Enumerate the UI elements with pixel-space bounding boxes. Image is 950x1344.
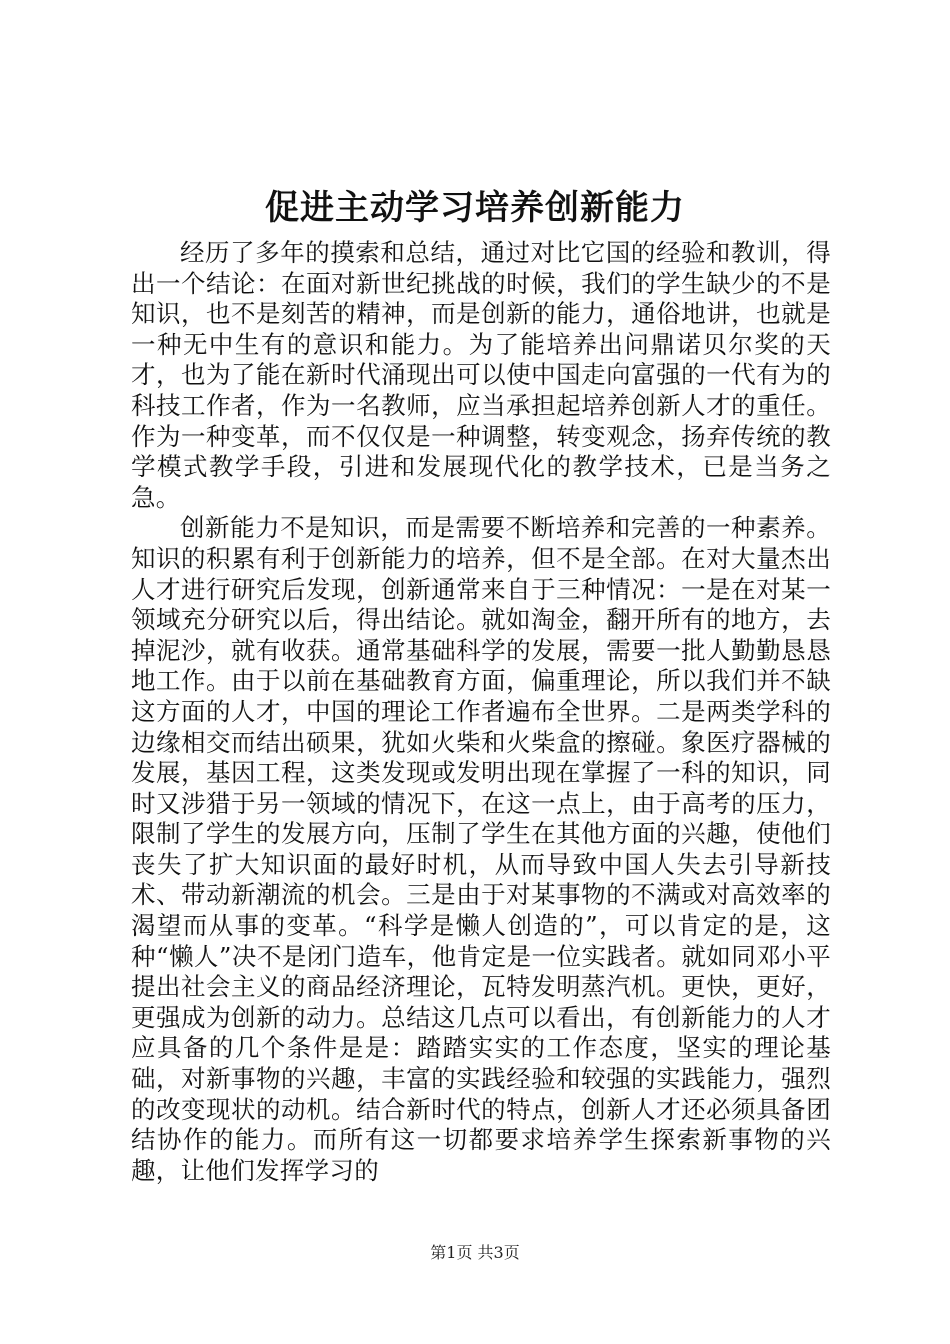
document-title: 促进主动学习培养创新能力 — [265, 188, 685, 228]
document-body — [131, 238, 831, 1186]
paragraph: 经历了多年的摸索和总结，通过对比它国的经验和教训，得出一个结论：在面对新世纪挑战的时候，我们的学生缺少的不是知识，也不是刻苦的精神，而是创新的能力，通俗地讲，也就是一种无中生有的意识和能力。为了能培养出问鼎诺贝尔奖的天才，也为了能在新时代涌现出可以使中国走向富强的一代有为的科技工作者，作为一名教师，应当承担起培养创新人才的重任。作为一种变革，而不仅仅是一种调整，转变观念，扬弃传统的教学模式教学手段，引进和发展现代化的教学技术，已是当务之急。 — [131, 238, 831, 512]
paragraph: 创新能力不是知识，而是需要不断培养和完善的一种素养。知识的积累有利于创新能力的培养，但不是全部。在对大量杰出人才进行研究后发现，创新通常来自于三种情况：一是在对某一领域充分研究以后，得出结论。就如淘金，翻开所有的地方，去掉泥沙，就有收获。通常基础科学的发展，需要一批人勤勤恳恳地工作。由于以前在基础教育方面，偏重理论，所以我们并不缺这方面的人才，中国的理论工作者遍布全世界。二是两类学科的边缘相交而结出硕果，犹如火柴和火柴盒的擦碰。象医疗器械的发展，基因工程，这类发现或发明出现在掌握了一科的知识，同时又涉猎于另一领域的情况下，在这一点上，由于高考的压力，限制了学生的发展方向，压制了学生在其他方面的兴趣，使他们丧失了扩大知识面的最好时机，从而导致中国人失去引导新技术、带动新潮流的机会。三是由于对某事物的不满或对高效率的渴望而从事的变革。“科学是懒人创造的”，可以肯定的是，这种“懒人”决不是闭门造车，他肯定是一位实践者。就如同邓小平提出社会主义的商品经济理论，瓦特发明蒸汽机。更快，更好，更强成为创新的动力。总结这几点可以看出，有创新能力的人才应具备的几个条件是是：踏踏实实的工作态度，坚实的理论基础，对新事物的兴趣，丰富的实践经验和较强的实践能力，强烈的改变现状的动机。结合新时代的特点，创新人才还必须具备团结协作的能力。而所有这一切都要求培养学生探索新事物的兴趣，让他们发挥学习的 — [131, 513, 831, 1185]
page-number-footer: 第1页 共3页 — [430, 1243, 520, 1262]
